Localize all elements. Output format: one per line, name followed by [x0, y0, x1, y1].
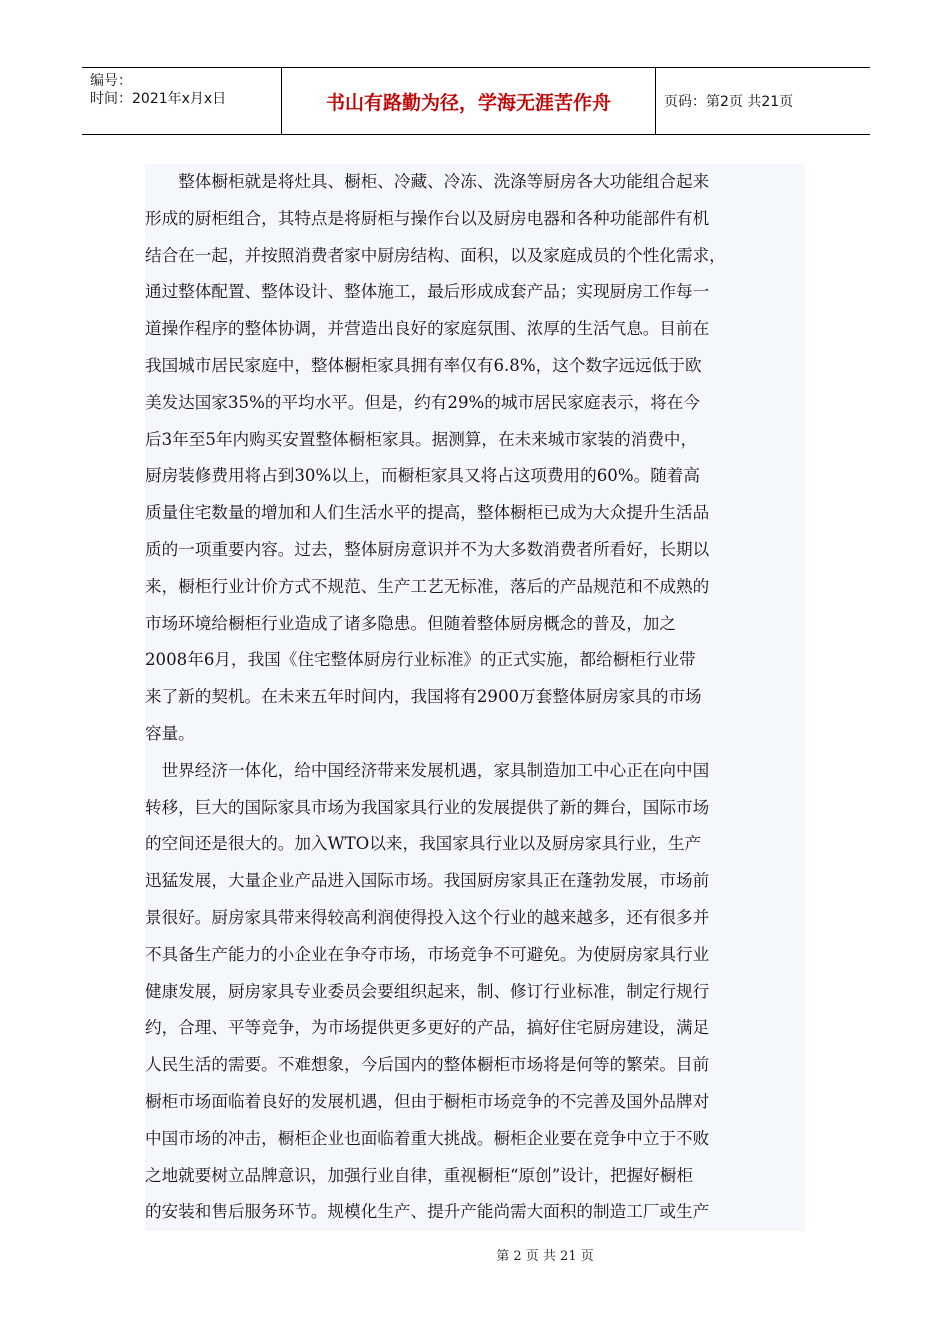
body-line: 市场环境给橱柜行业造成了诸多隐患。但随着整体厨房概念的普及，加之 — [145, 613, 676, 633]
body-line: 迅猛发展，大量企业产品进入国际市场。我国厨房家具正在蓬勃发展，市场前 — [145, 871, 710, 891]
body-line: 的空间还是很大的。加入WTO以来，我国家具行业以及厨房家具行业，生产 — [145, 834, 702, 854]
body-line: 景很好。厨房家具带来得较高利润使得投入这个行业的越来越多，还有很多并 — [145, 907, 710, 927]
body-line: 健康发展，厨房家具专业委员会要组织起来，制、修订行业标准，制定行规行 — [145, 981, 710, 1001]
doc-number-label: 编号： — [90, 73, 132, 89]
body-line: 道操作程序的整体协调，并营造出良好的家庭氛围、浓厚的生活气息。目前在 — [145, 319, 710, 339]
body-line: 约，合理、平等竞争，为市场提供更多更好的产品，搞好住宅厨房建设，满足 — [145, 1018, 710, 1038]
body-line: 转移，巨大的国际家具市场为我国家具行业的发展提供了新的舞台，国际市场 — [145, 797, 710, 817]
body-line: 人民生活的需要。不难想象，今后国内的整体橱柜市场将是何等的繁荣。目前 — [145, 1055, 710, 1075]
body-line: 质量住宅数量的增加和人们生活水平的提高，整体橱柜已成为大众提升生活品 — [145, 503, 710, 523]
body-line: 美发达国家35%的平均水平。但是，约有29%的城市居民家庭表示，将在今 — [145, 392, 700, 412]
body-line: 容量。 — [145, 723, 195, 743]
body-line: 结合在一起，并按照消费者家中厨房结构、面积，以及家庭成员的个性化需求， — [145, 245, 726, 265]
body-line: 中国市场的冲击，橱柜企业也面临着重大挑战。橱柜企业要在竞争中立于不败 — [145, 1128, 710, 1148]
body-line: 厨房装修费用将占到30%以上，而橱柜家具又将占这项费用的60%。随着高 — [145, 466, 700, 486]
header-motto: 书山有路勤为径，学海无涯苦作舟 — [282, 68, 656, 134]
body-line: 我国城市居民家庭中，整体橱柜家具拥有率仅有6.8%，这个数字远远低于欧 — [145, 355, 702, 375]
body-line: 的安装和售后服务环节。规模化生产、提升产能尚需大面积的制造工厂或生产 — [145, 1202, 710, 1222]
body-line: 来，橱柜行业计价方式不规范、生产工艺无标准，落后的产品规范和不成熟的 — [145, 576, 710, 596]
body-line: 不具备生产能力的小企业在争夺市场，市场竞争不可避免。为使厨房家具行业 — [145, 944, 710, 964]
page-header — [82, 67, 870, 135]
body-line: 橱柜市场面临着良好的发展机遇，但由于橱柜市场竞争的不完善及国外品牌对 — [145, 1091, 710, 1111]
body-line: 2008年6月，我国《住宅整体厨房行业标准》的正式实施，都给橱柜行业带 — [145, 650, 696, 670]
body-line: 世界经济一体化，给中国经济带来发展机遇，家具制造加工中心正在向中国 — [145, 760, 710, 780]
page-footer — [0, 1248, 950, 1266]
header-page-info: 页码：第2页 共21页 — [664, 94, 794, 110]
header-meta — [82, 68, 282, 134]
body-line: 通过整体配置、整体设计、整体施工，最后形成成套产品；实现厨房工作每一 — [145, 282, 710, 302]
body-line: 后3年至5年内购买安置整体橱柜家具。据测算，在未来城市家装的消费中， — [145, 429, 698, 449]
footer-page-number: 第 2 页 共 21 页 — [496, 1249, 594, 1264]
body-line: 之地就要树立品牌意识，加强行业自律，重视橱柜“原创”设计，把握好橱柜 — [145, 1165, 693, 1185]
body-line: 质的一项重要内容。过去，整体厨房意识并不为大多数消费者所看好，长期以 — [145, 539, 710, 559]
body-line: 整体橱柜就是将灶具、橱柜、冷藏、冷冻、洗涤等厨房各大功能组合起来 — [145, 172, 710, 191]
body-line: 形成的厨柜组合，其特点是将厨柜与操作台以及厨房电器和各种功能部件有机 — [145, 208, 710, 228]
document-body — [145, 164, 805, 1231]
body-line: 来了新的契机。在未来五年时间内，我国将有2900万套整体厨房家具的市场 — [145, 687, 702, 707]
doc-time-label: 时间：2021年x月x日 — [90, 91, 227, 107]
